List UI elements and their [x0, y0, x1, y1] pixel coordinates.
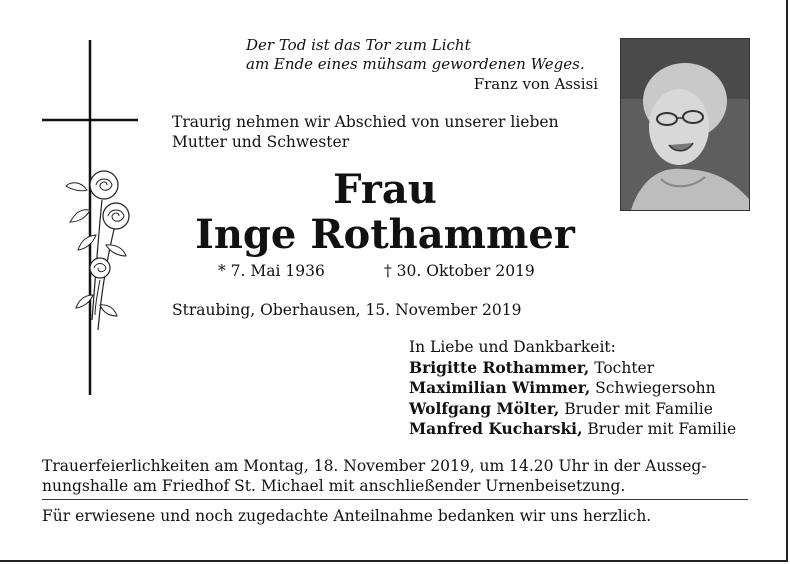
mourner-name: Wolfgang Mölter,	[409, 398, 560, 418]
quote-author: Franz von Assisi	[473, 75, 598, 93]
salutation: Frau	[333, 166, 437, 213]
mourner-name: Manfred Kucharski,	[409, 419, 583, 438]
mourners-heading: In Liebe und Dankbarkeit:	[409, 338, 616, 356]
cross-with-roses-icon	[40, 40, 140, 400]
mourners-block	[409, 338, 769, 440]
mourner-relation: Schwiegersohn	[595, 379, 716, 397]
mourner-relation: Tochter	[594, 358, 655, 377]
portrait-icon	[621, 39, 749, 210]
portrait-photo	[620, 38, 750, 211]
birth-date: * 7. Mai 1936	[218, 262, 325, 280]
deceased-name: Inge Rothammer	[195, 211, 575, 258]
thanks-text: Für erwiesene und noch zugedachte Anteilnahme bedanken wir uns herzlich.	[42, 507, 652, 525]
mourner-row	[409, 399, 769, 420]
mourner-row	[409, 378, 769, 399]
intro-text: Traurig nehmen wir Abschied von unserer lieben Mutter und Schwester	[172, 113, 559, 151]
ceremony-text: Trauerfeierlichkeiten am Montag, 18. November 2019, um 14.20 Uhr in der Aussegnungshalle am Friedhof St. Michael mit anschließender Urnenbeisetzung.	[42, 457, 707, 495]
place-date: Straubing, Oberhausen, 15. November 2019	[172, 301, 522, 319]
divider	[42, 499, 748, 500]
quote-line-2: am Ende eines mühsam gewordenen Weges.	[246, 55, 585, 73]
quote	[246, 36, 598, 94]
mourner-relation: Bruder mit Familie	[564, 399, 713, 418]
quote-line-1: Der Tod ist das Tor zum Licht	[246, 36, 471, 54]
mourner-name: Maximilian Wimmer,	[409, 378, 591, 397]
mourner-name: Brigitte Rothammer,	[409, 357, 590, 377]
mourner-row	[409, 358, 769, 379]
death-date: † 30. Oktober 2019	[384, 262, 535, 280]
mourner-relation: Bruder mit Familie	[587, 420, 737, 438]
mourner-row	[409, 419, 769, 440]
